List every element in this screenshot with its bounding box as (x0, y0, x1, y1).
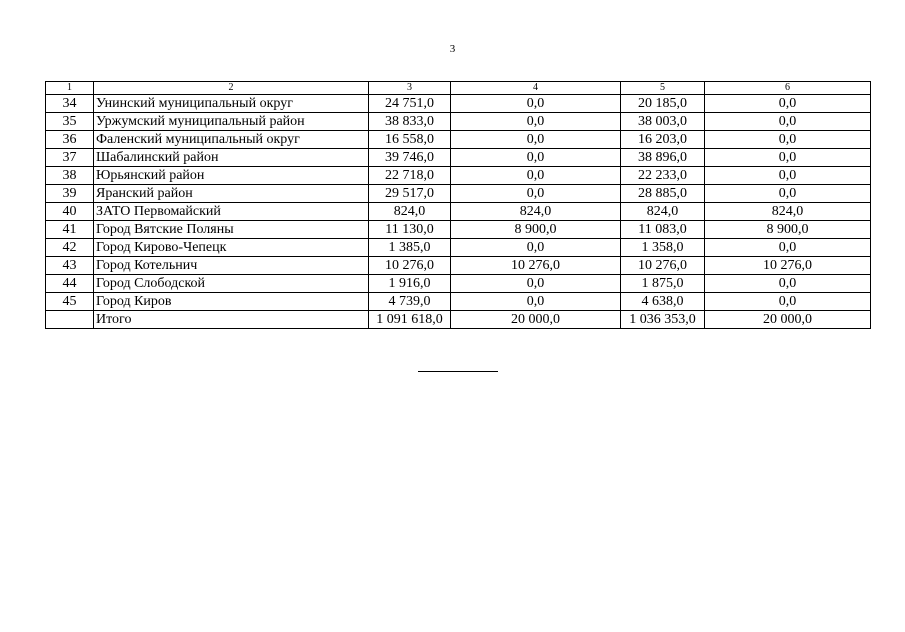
table-row (46, 149, 871, 167)
value-col-6: 0,0 (705, 113, 871, 131)
value-col-5: 28 885,0 (621, 185, 705, 203)
municipality-name: Город Котельнич (94, 257, 369, 275)
municipality-name: Яранский район (94, 185, 369, 203)
value-col-4: 0,0 (451, 113, 621, 131)
row-number: 34 (46, 95, 94, 113)
value-col-6: 0,0 (705, 167, 871, 185)
value-col-3: 22 718,0 (369, 167, 451, 185)
value-col-3: 24 751,0 (369, 95, 451, 113)
value-col-6: 0,0 (705, 131, 871, 149)
table-header-row (46, 82, 871, 95)
value-col-3: 10 276,0 (369, 257, 451, 275)
value-col-6: 0,0 (705, 293, 871, 311)
value-col-4: 20 000,0 (451, 311, 621, 329)
total-row (46, 311, 871, 329)
value-col-4: 10 276,0 (451, 257, 621, 275)
municipality-name: Шабалинский район (94, 149, 369, 167)
value-col-4: 0,0 (451, 293, 621, 311)
closing-rule (418, 371, 498, 372)
value-col-4: 8 900,0 (451, 221, 621, 239)
value-col-4: 0,0 (451, 95, 621, 113)
value-col-3: 824,0 (369, 203, 451, 221)
row-number: 41 (46, 221, 94, 239)
table-row (46, 113, 871, 131)
municipality-name: Город Вятские Поляны (94, 221, 369, 239)
value-col-4: 0,0 (451, 131, 621, 149)
municipality-name: Унинский муниципальный округ (94, 95, 369, 113)
row-number: 37 (46, 149, 94, 167)
value-col-4: 0,0 (451, 149, 621, 167)
value-col-5: 20 185,0 (621, 95, 705, 113)
value-col-5: 38 896,0 (621, 149, 705, 167)
row-number: 36 (46, 131, 94, 149)
row-number: 39 (46, 185, 94, 203)
row-number: 43 (46, 257, 94, 275)
value-col-3: 39 746,0 (369, 149, 451, 167)
municipality-name: Город Слободской (94, 275, 369, 293)
table-row (46, 257, 871, 275)
value-col-5: 16 203,0 (621, 131, 705, 149)
value-col-6: 0,0 (705, 239, 871, 257)
table-row (46, 239, 871, 257)
value-col-5: 38 003,0 (621, 113, 705, 131)
row-number: 44 (46, 275, 94, 293)
value-col-3: 29 517,0 (369, 185, 451, 203)
value-col-3: 16 558,0 (369, 131, 451, 149)
value-col-3: 1 385,0 (369, 239, 451, 257)
table-row (46, 203, 871, 221)
municipality-name: Город Кирово-Чепецк (94, 239, 369, 257)
municipality-name: Итого (94, 311, 369, 329)
value-col-6: 0,0 (705, 149, 871, 167)
value-col-3: 38 833,0 (369, 113, 451, 131)
row-number: 42 (46, 239, 94, 257)
municipality-name: Фаленский муниципальный округ (94, 131, 369, 149)
value-col-6: 10 276,0 (705, 257, 871, 275)
value-col-3: 1 916,0 (369, 275, 451, 293)
value-col-4: 0,0 (451, 239, 621, 257)
value-col-6: 0,0 (705, 95, 871, 113)
column-header: 5 (621, 82, 705, 95)
row-number (46, 311, 94, 329)
value-col-3: 4 739,0 (369, 293, 451, 311)
value-col-3: 11 130,0 (369, 221, 451, 239)
row-number: 38 (46, 167, 94, 185)
value-col-4: 824,0 (451, 203, 621, 221)
municipality-name: Город Киров (94, 293, 369, 311)
value-col-4: 0,0 (451, 185, 621, 203)
page-number: 3 (449, 43, 456, 55)
table-row (46, 293, 871, 311)
value-col-6: 8 900,0 (705, 221, 871, 239)
table-row (46, 185, 871, 203)
value-col-5: 4 638,0 (621, 293, 705, 311)
table-row (46, 221, 871, 239)
value-col-5: 22 233,0 (621, 167, 705, 185)
value-col-5: 1 358,0 (621, 239, 705, 257)
municipality-name: ЗАТО Первомайский (94, 203, 369, 221)
value-col-4: 0,0 (451, 275, 621, 293)
table-row (46, 275, 871, 293)
row-number: 45 (46, 293, 94, 311)
column-header: 3 (369, 82, 451, 95)
value-col-6: 20 000,0 (705, 311, 871, 329)
municipality-name: Юрьянский район (94, 167, 369, 185)
data-table (45, 81, 871, 329)
value-col-5: 10 276,0 (621, 257, 705, 275)
column-header: 6 (705, 82, 871, 95)
value-col-5: 11 083,0 (621, 221, 705, 239)
row-number: 40 (46, 203, 94, 221)
table-row (46, 95, 871, 113)
column-header: 2 (94, 82, 369, 95)
value-col-5: 1 036 353,0 (621, 311, 705, 329)
municipality-name: Уржумский муниципальный район (94, 113, 369, 131)
value-col-4: 0,0 (451, 167, 621, 185)
column-header: 4 (451, 82, 621, 95)
table-row (46, 131, 871, 149)
value-col-5: 824,0 (621, 203, 705, 221)
value-col-6: 0,0 (705, 275, 871, 293)
value-col-3: 1 091 618,0 (369, 311, 451, 329)
value-col-6: 0,0 (705, 185, 871, 203)
value-col-5: 1 875,0 (621, 275, 705, 293)
row-number: 35 (46, 113, 94, 131)
column-header: 1 (46, 82, 94, 95)
table-row (46, 167, 871, 185)
value-col-6: 824,0 (705, 203, 871, 221)
